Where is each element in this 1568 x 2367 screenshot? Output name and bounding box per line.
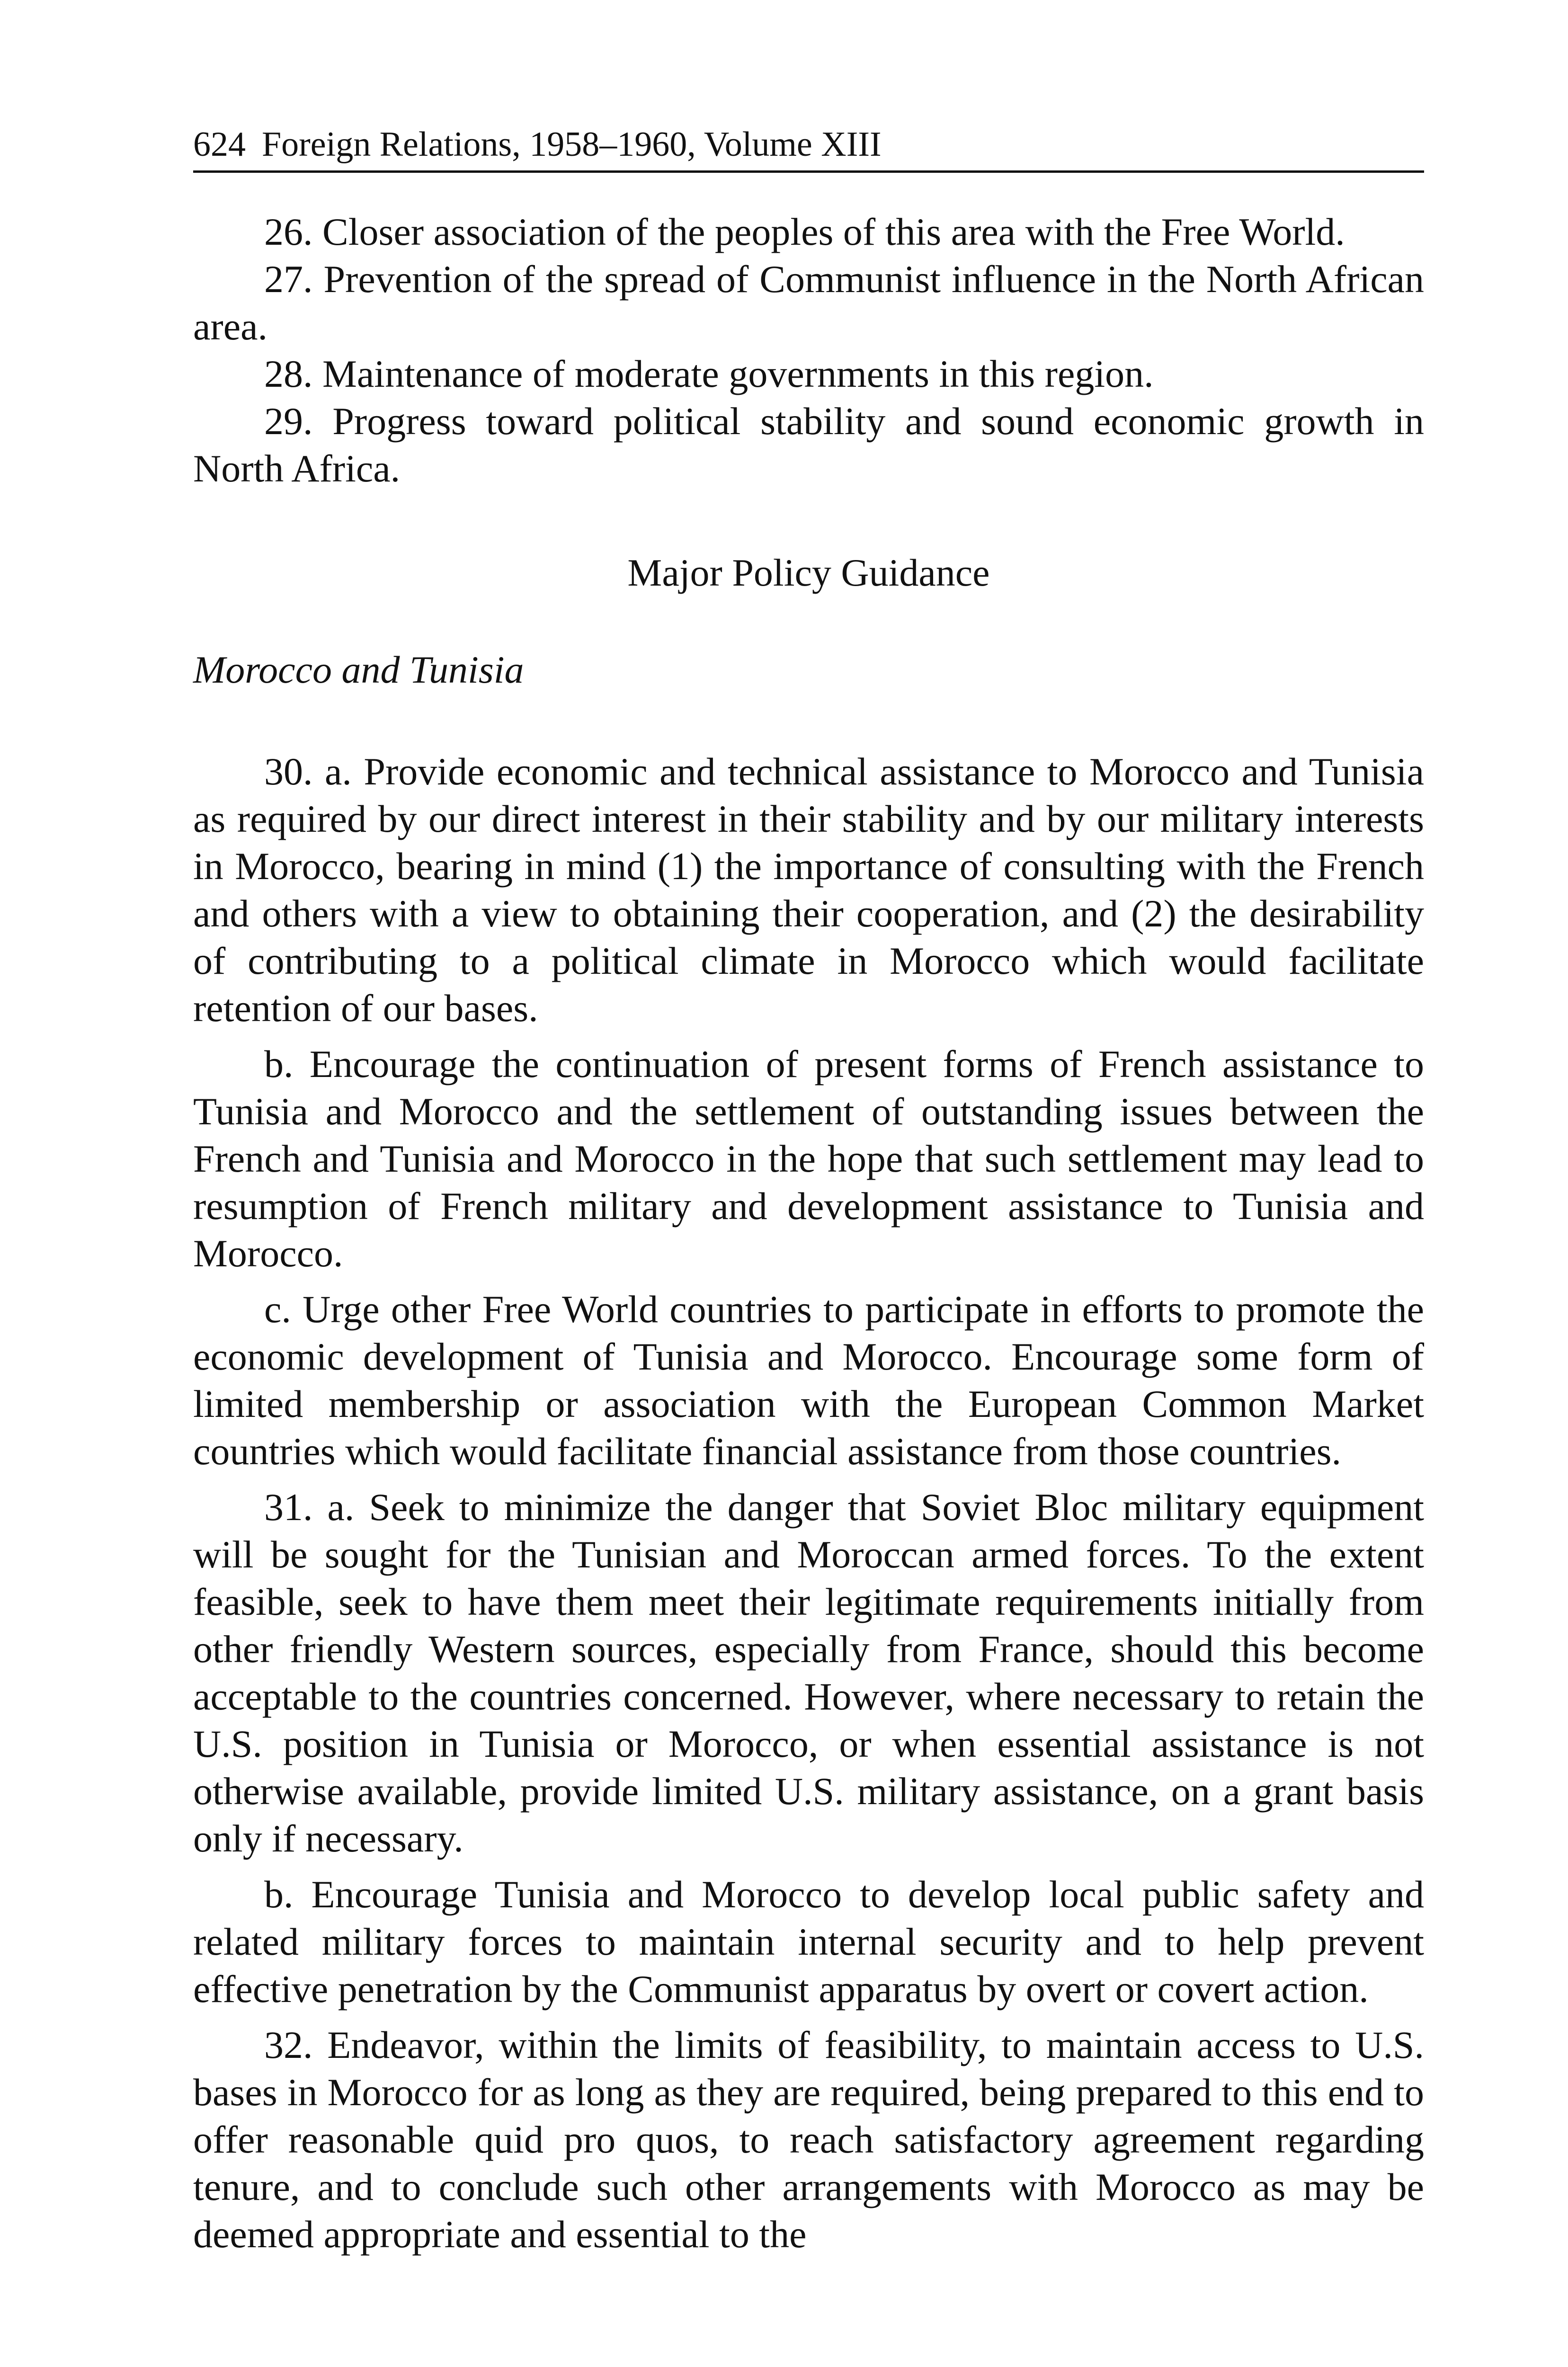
objective-29: 29. Progress toward political stability and sound economic growth in North Africa. [193, 400, 1424, 490]
section-heading: Major Policy Guidance [627, 551, 990, 594]
paragraph-30a: 30. a. Provide economic and technical assistance to Morocco and Tunisia as required by our direct interest in their stability and by our military interests in Morocco, bearing in mind (1) the importance of consulting with the French and others with a view to obtaining their cooperation, and (2) the desirability of contributing to a political climate in Morocco which would facilitate retention of our bases. [193, 750, 1424, 1030]
running-title: Foreign Relations, 1958–1960, Volume XIII [262, 125, 882, 164]
running-head [193, 118, 1424, 173]
paragraph-32: 32. Endeavor, within the limits of feasibility, to maintain access to U.S. bases in Morocco for as long as they are required, being prepared to this end to offer reasonable quid pro quos, to reach satisfactory agreement regarding tenure, and to conclude such other arrangements with Morocco as may be deemed appropriate and essential to the [193, 2023, 1424, 2256]
paragraph-30c: c. Urge other Free World countries to participate in efforts to promote the economic development of Tunisia and Morocco. Encourage some form of limited membership or association with the European Common Market countries which would facilitate financial assistance from those countries. [193, 1288, 1424, 1473]
paragraph-31a: 31. a. Seek to minimize the danger that Soviet Bloc military equipment will be sought for the Tunisian and Moroccan armed forces. To the extent feasible, seek to have them meet their legitimate requirements initially from other friendly Western sources, especially from France, should this become acceptable to the countries concerned. However, where necessary to retain the U.S. position in Tunisia or Morocco, or when essential assistance is not otherwise available, provide limited U.S. military assistance, on a grant basis only if necessary. [193, 1486, 1424, 1860]
body-text [193, 208, 1424, 2267]
objective-26: 26. Closer association of the peoples of this area with the Free World. [264, 210, 1345, 253]
paragraph-31b: b. Encourage Tunisia and Morocco to develop local public safety and related military forces to maintain internal security and to help prevent effective penetration by the Communist apparatus by overt or covert action. [193, 1873, 1424, 2011]
objective-28: 28. Maintenance of moderate governments in this region. [264, 352, 1154, 395]
objective-27: 27. Prevention of the spread of Communist influence in the North African area. [193, 258, 1424, 348]
subsection-heading: Morocco and Tunisia [193, 648, 524, 691]
paragraph-30b: b. Encourage the continuation of present forms of French assistance to Tunisia and Morocco and the settlement of outstanding issues between the French and Tunisia and Morocco in the hope that such settlement may lead to resumption of French military and development assistance to Tunisia and Morocco. [193, 1042, 1424, 1275]
page-number: 624 [193, 125, 246, 164]
